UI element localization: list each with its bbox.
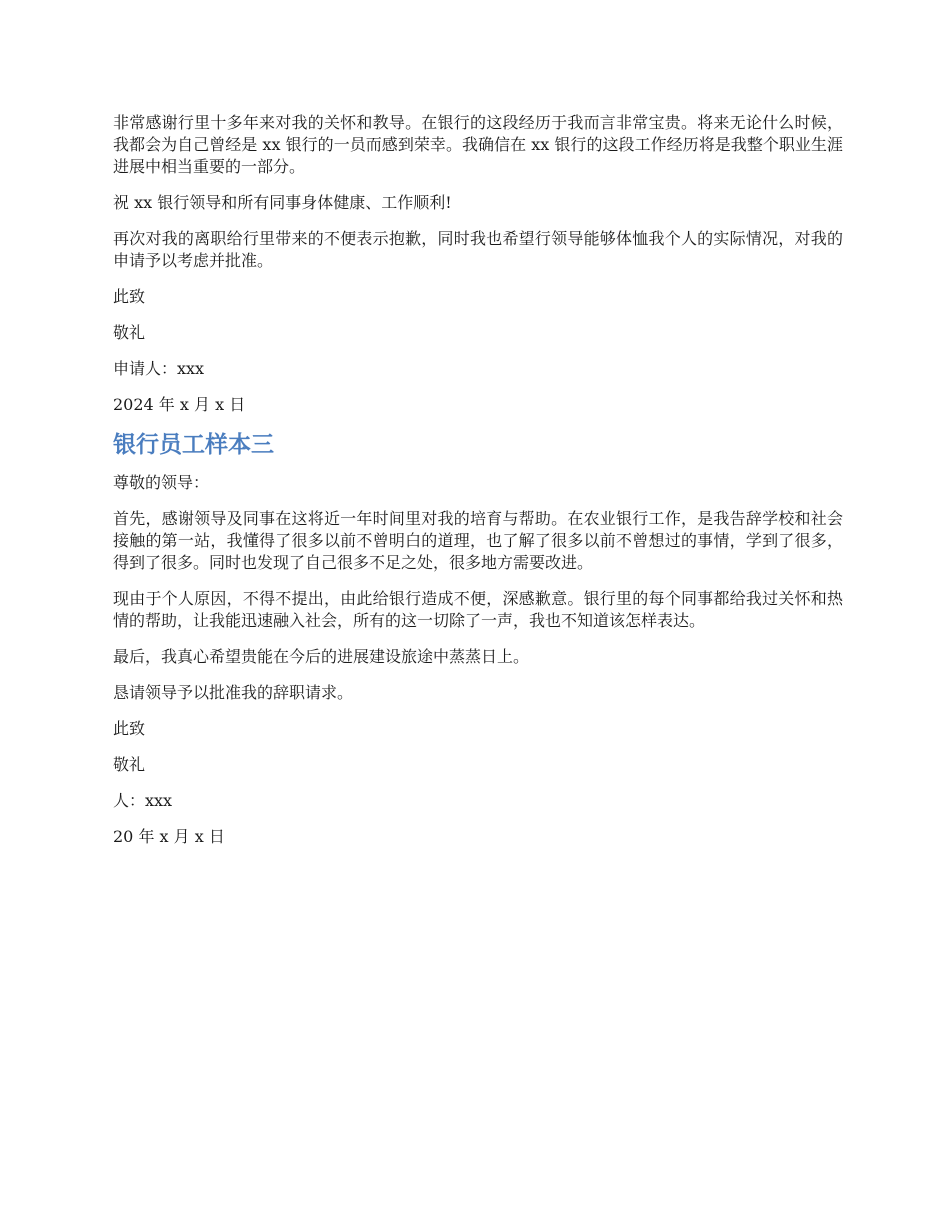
paragraph-gratitude: 非常感谢行里十多年来对我的关怀和教导。在银行的这段经历于我而言非常宝贵。将来无论什么时候，我都会为自己曾经是 xx 银行的一员而感到荣幸。我确信在 xx 银行的这段工作经历将是我整个职业生涯进展中相当重要的一部分。: [113, 113, 843, 176]
closing-jingli: 敬礼: [113, 755, 146, 774]
paragraph-request: 恳请领导予以批准我的辞职请求。: [113, 683, 354, 702]
paragraph-reason: 现由于个人原因，不得不提出，由此给银行造成不便，深感歉意。银行里的每个同事都给我过关怀和热情的帮助，让我能迅速融入社会，所有的这一切除了一声，我也不知道该怎样表达。: [113, 589, 843, 630]
paragraph-hope: 最后，我真心希望贵能在今后的进展建设旅途中蒸蒸日上。: [113, 647, 530, 666]
paragraph-apology: 再次对我的离职给行里带来的不便表示抱歉，同时我也希望行领导能够体恤我个人的实际情况，对我的申请予以考虑并批准。: [113, 229, 843, 270]
section-heading: 银行员工样本三: [113, 432, 274, 458]
closing-cizhi: 此致: [113, 287, 146, 306]
closing-jingli: 敬礼: [113, 323, 146, 342]
paragraph-thanks: 首先，感谢领导及同事在这将近一年时间里对我的培育与帮助。在农业银行工作，是我告辞学校和社会接触的第一站，我懂得了很多以前不曾明白的道理，也了解了很多以前不曾想过的事情，学到了很多，得到了很多。同时也发现了自己很多不足之处，很多地方需要改进。: [113, 509, 843, 572]
document-page: [113, 112, 843, 862]
salutation: 尊敬的领导：: [113, 473, 210, 492]
date-line: 20 年 x 月 x 日: [113, 827, 225, 846]
applicant-signature: 人：xxx: [113, 791, 173, 810]
applicant-signature: 申请人：xxx: [113, 359, 205, 378]
date-line: 2024 年 x 月 x 日: [113, 395, 246, 414]
paragraph-wishes: 祝 xx 银行领导和所有同事身体健康、工作顺利!: [113, 193, 452, 212]
closing-cizhi: 此致: [113, 719, 146, 738]
